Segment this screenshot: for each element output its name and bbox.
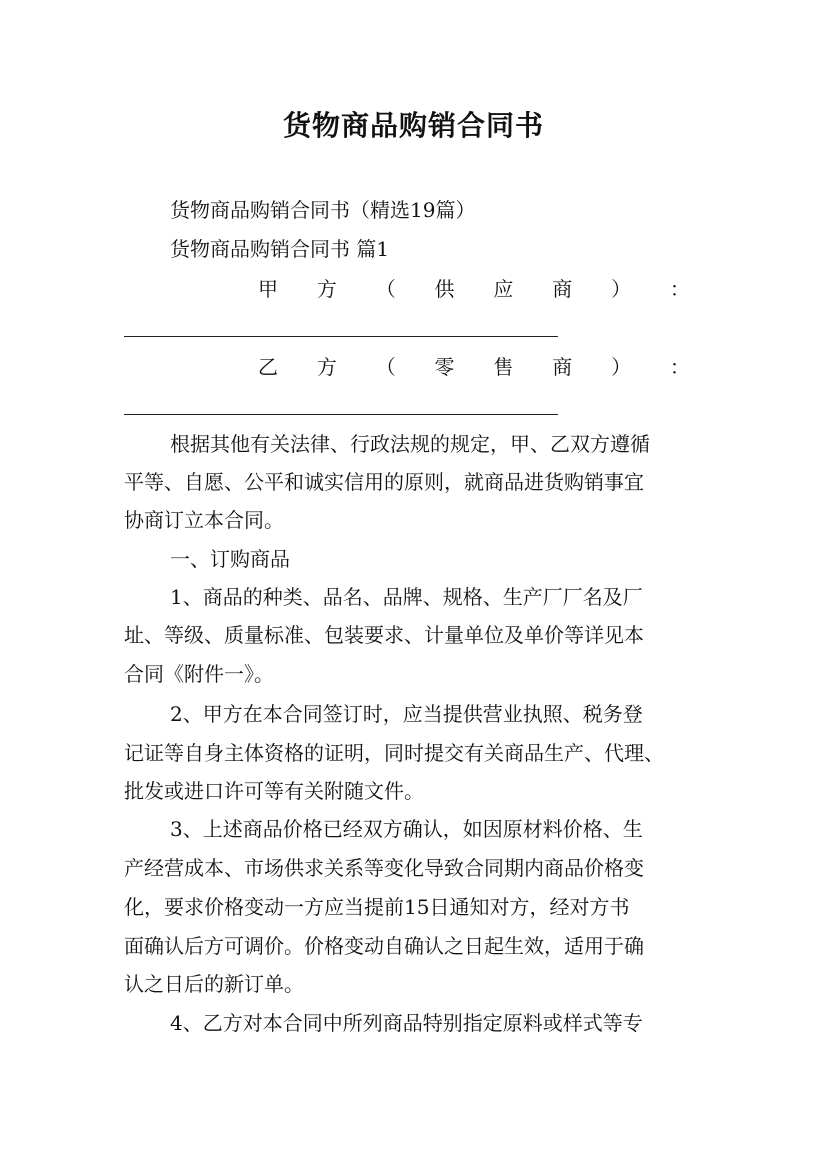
party-b-char: 乙 <box>258 355 278 379</box>
part-heading: 货物商品购销合同书 篇1 <box>170 237 390 261</box>
party-a-char: 商 <box>552 277 573 301</box>
paragraph-line: 4、乙方对本合同中所列商品特别指定原料或样式等专 <box>170 1011 643 1035</box>
party-b-char: 商 <box>552 355 573 379</box>
paragraph-line: 产经营成本、市场供求关系等变化导致合同期内商品价格变 <box>124 856 644 880</box>
party-a-char: ： <box>669 277 690 301</box>
paragraph-line: 批发或进口许可等有关附随文件。 <box>124 779 424 803</box>
party-a-char: （ <box>375 277 396 301</box>
party-b-char: ） <box>611 355 632 379</box>
paragraph-line: 认之日后的新订单。 <box>124 972 304 996</box>
party-a-char: 供 <box>434 277 455 301</box>
paragraph-line: 3、上述商品价格已经双方确认，如因原材料价格、生 <box>170 817 643 841</box>
party-a-label <box>258 272 690 307</box>
party-a-blank-line <box>124 336 558 337</box>
paragraph-line: 平等、自愿、公平和诚实信用的原则，就商品进货购销事宜 <box>124 470 644 494</box>
party-b-label <box>258 350 690 385</box>
section-heading: 一、订购商品 <box>170 547 290 571</box>
party-a-char: 应 <box>493 277 514 301</box>
party-b-char: ： <box>669 355 690 379</box>
party-b-char: 零 <box>434 355 455 379</box>
paragraph-line: 根据其他有关法律、行政法规的规定，甲、乙双方遵循 <box>170 432 650 456</box>
paragraph-line: 合同《附件一》。 <box>124 662 274 686</box>
document-subtitle: 货物商品购销合同书（精选19篇） <box>170 198 476 222</box>
document-title: 货物商品购销合同书 <box>282 109 544 142</box>
party-b-char: 售 <box>493 355 514 379</box>
paragraph-line: 2、甲方在本合同签订时，应当提供营业执照、税务登 <box>170 702 643 726</box>
party-b-blank-line <box>124 414 558 415</box>
paragraph-line: 协商订立本合同。 <box>124 508 284 532</box>
party-a-char: ） <box>611 277 632 301</box>
paragraph-line: 化，要求价格变动一方应当提前15日通知对方，经对方书 <box>124 895 630 919</box>
party-a-char: 甲 <box>258 277 278 301</box>
party-b-char: 方 <box>316 355 337 379</box>
paragraph-line: 1、商品的种类、品名、品牌、规格、生产厂厂名及厂 <box>170 585 643 609</box>
party-a-char: 方 <box>316 277 337 301</box>
paragraph-line: 记证等自身主体资格的证明，同时提交有关商品生产、代理、 <box>124 741 664 765</box>
paragraph-line: 址、等级、质量标准、包装要求、计量单位及单价等详见本 <box>124 623 644 647</box>
party-b-char: （ <box>375 355 396 379</box>
paragraph-line: 面确认后方可调价。价格变动自确认之日起生效，适用于确 <box>124 934 644 958</box>
